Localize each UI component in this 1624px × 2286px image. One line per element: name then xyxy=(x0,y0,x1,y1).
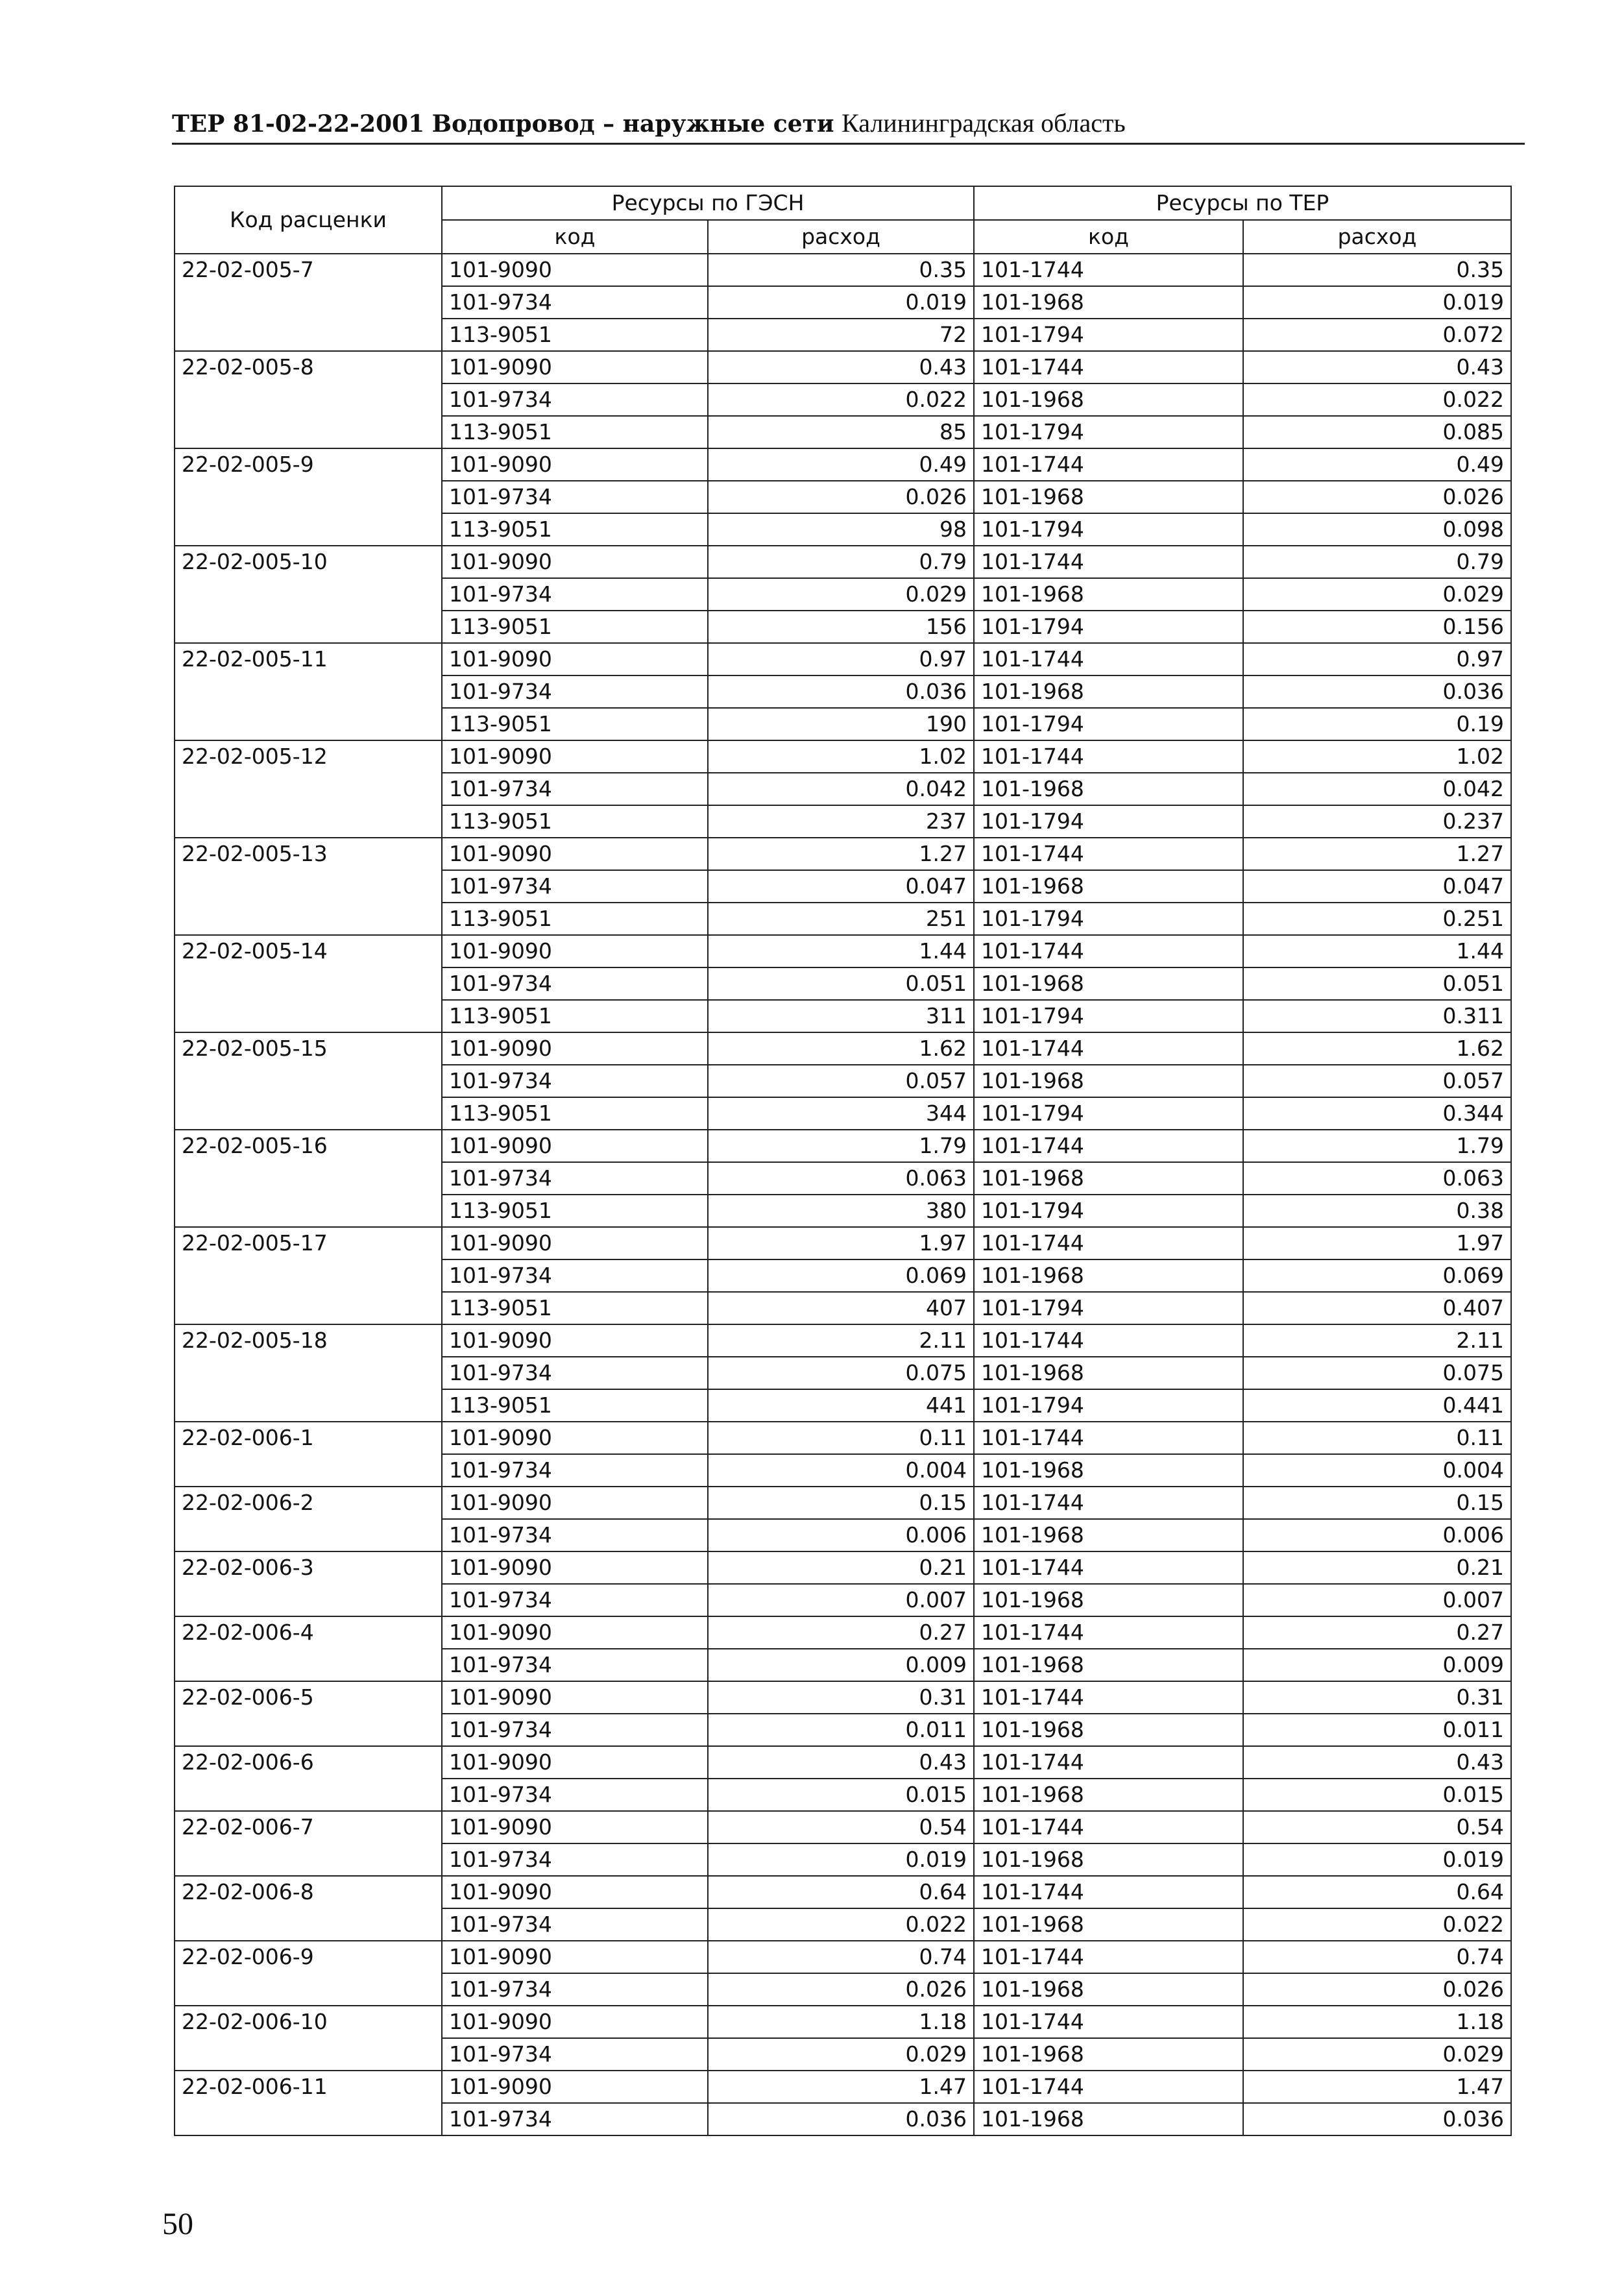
gesn-amount-cell: 0.31 xyxy=(708,1681,974,1714)
gesn-amount-cell: 1.62 xyxy=(708,1032,974,1065)
ter-amount-cell: 1.97 xyxy=(1243,1227,1511,1259)
ter-code-cell: 101-1968 xyxy=(974,1259,1243,1292)
rate-code-cell: 22-02-006-1 xyxy=(175,1422,442,1487)
gesn-amount-cell: 0.022 xyxy=(708,1908,974,1941)
gesn-code-cell: 101-9090 xyxy=(442,1551,708,1584)
gesn-amount-cell: 0.022 xyxy=(708,383,974,416)
table-row xyxy=(175,546,1511,578)
header-code: ТЕР 81-02-22-2001 xyxy=(172,110,425,138)
gesn-amount-cell: 0.069 xyxy=(708,1259,974,1292)
gesn-amount-cell: 0.026 xyxy=(708,1973,974,2006)
gesn-amount-cell: 0.35 xyxy=(708,254,974,286)
ter-code-cell: 101-1744 xyxy=(974,448,1243,481)
ter-amount-cell: 0.54 xyxy=(1243,1811,1511,1843)
ter-amount-cell: 0.029 xyxy=(1243,578,1511,611)
gesn-amount-cell: 0.057 xyxy=(708,1065,974,1097)
gesn-code-cell: 113-9051 xyxy=(442,708,708,740)
gesn-code-cell: 101-9734 xyxy=(442,967,708,1000)
table-row xyxy=(175,2071,1511,2103)
ter-code-cell: 101-1968 xyxy=(974,383,1243,416)
gesn-amount-cell: 0.047 xyxy=(708,870,974,903)
gesn-amount-cell: 1.97 xyxy=(708,1227,974,1259)
gesn-code-cell: 101-9734 xyxy=(442,1973,708,2006)
table-row xyxy=(175,351,1511,383)
gesn-code-cell: 101-9734 xyxy=(442,1843,708,1876)
table-row xyxy=(175,1324,1511,1357)
gesn-amount-cell: 0.006 xyxy=(708,1519,974,1551)
ter-amount-cell: 0.49 xyxy=(1243,448,1511,481)
gesn-amount-cell: 0.54 xyxy=(708,1811,974,1843)
ter-amount-cell: 0.047 xyxy=(1243,870,1511,903)
rate-code-cell: 22-02-005-10 xyxy=(175,546,442,643)
gesn-code-cell: 113-9051 xyxy=(442,416,708,448)
gesn-amount-cell: 237 xyxy=(708,805,974,838)
gesn-code-cell: 101-9734 xyxy=(442,1065,708,1097)
gesn-amount-cell: 251 xyxy=(708,903,974,935)
ter-code-cell: 101-1744 xyxy=(974,1487,1243,1519)
ter-amount-cell: 1.18 xyxy=(1243,2006,1511,2038)
ter-amount-cell: 0.38 xyxy=(1243,1195,1511,1227)
ter-amount-cell: 1.44 xyxy=(1243,935,1511,967)
gesn-amount-cell: 0.063 xyxy=(708,1162,974,1195)
ter-amount-cell: 0.15 xyxy=(1243,1487,1511,1519)
gesn-amount-cell: 0.64 xyxy=(708,1876,974,1908)
ter-code-cell: 101-1968 xyxy=(974,967,1243,1000)
ter-code-cell: 101-1794 xyxy=(974,1389,1243,1422)
ter-amount-cell: 0.042 xyxy=(1243,773,1511,805)
ter-amount-cell: 0.311 xyxy=(1243,1000,1511,1032)
gesn-amount-cell: 0.007 xyxy=(708,1584,974,1616)
ter-amount-cell: 1.02 xyxy=(1243,740,1511,773)
ter-code-cell: 101-1744 xyxy=(974,643,1243,675)
table-row xyxy=(175,1941,1511,1973)
ter-code-cell: 101-1744 xyxy=(974,1616,1243,1649)
ter-amount-cell: 0.015 xyxy=(1243,1779,1511,1811)
ter-amount-cell: 0.069 xyxy=(1243,1259,1511,1292)
rate-code-cell: 22-02-005-14 xyxy=(175,935,442,1032)
ter-amount-cell: 0.072 xyxy=(1243,319,1511,351)
gesn-amount-cell: 98 xyxy=(708,513,974,546)
ter-code-cell: 101-1744 xyxy=(974,1130,1243,1162)
gesn-code-cell: 101-9734 xyxy=(442,383,708,416)
table-row xyxy=(175,838,1511,870)
table-row xyxy=(175,1746,1511,1779)
gesn-amount-cell: 0.97 xyxy=(708,643,974,675)
gesn-amount-cell: 0.004 xyxy=(708,1454,974,1487)
gesn-amount-cell: 1.79 xyxy=(708,1130,974,1162)
ter-code-cell: 101-1968 xyxy=(974,1519,1243,1551)
table-row xyxy=(175,254,1511,286)
rate-code-cell: 22-02-005-18 xyxy=(175,1324,442,1422)
ter-amount-cell: 0.019 xyxy=(1243,286,1511,319)
ter-code-cell: 101-1744 xyxy=(974,546,1243,578)
ter-amount-cell: 0.31 xyxy=(1243,1681,1511,1714)
ter-code-cell: 101-1968 xyxy=(974,286,1243,319)
ter-code-cell: 101-1968 xyxy=(974,1908,1243,1941)
ter-code-cell: 101-1794 xyxy=(974,319,1243,351)
ter-amount-cell: 1.79 xyxy=(1243,1130,1511,1162)
gesn-amount-cell: 1.44 xyxy=(708,935,974,967)
ter-amount-cell: 0.43 xyxy=(1243,1746,1511,1779)
gesn-amount-cell: 2.11 xyxy=(708,1324,974,1357)
gesn-amount-cell: 0.036 xyxy=(708,675,974,708)
gesn-amount-cell: 0.009 xyxy=(708,1649,974,1681)
gesn-amount-cell: 0.026 xyxy=(708,481,974,513)
rate-code-cell: 22-02-005-8 xyxy=(175,351,442,448)
gesn-code-cell: 113-9051 xyxy=(442,513,708,546)
gesn-code-cell: 113-9051 xyxy=(442,319,708,351)
table-row xyxy=(175,1130,1511,1162)
gesn-code-cell: 113-9051 xyxy=(442,1000,708,1032)
gesn-code-cell: 101-9090 xyxy=(442,740,708,773)
ter-code-cell: 101-1794 xyxy=(974,1292,1243,1324)
rate-code-cell: 22-02-005-17 xyxy=(175,1227,442,1324)
ter-amount-cell: 2.11 xyxy=(1243,1324,1511,1357)
gesn-code-cell: 113-9051 xyxy=(442,1195,708,1227)
gesn-amount-cell: 0.79 xyxy=(708,546,974,578)
ter-code-cell: 101-1968 xyxy=(974,481,1243,513)
gesn-code-cell: 101-9734 xyxy=(442,481,708,513)
table-row xyxy=(175,1032,1511,1065)
rate-code-cell: 22-02-005-11 xyxy=(175,643,442,740)
ter-amount-cell: 0.019 xyxy=(1243,1843,1511,1876)
ter-code-cell: 101-1744 xyxy=(974,1422,1243,1454)
gesn-amount-cell: 407 xyxy=(708,1292,974,1324)
ter-code-cell: 101-1968 xyxy=(974,1584,1243,1616)
gesn-code-cell: 113-9051 xyxy=(442,1389,708,1422)
gesn-code-cell: 101-9090 xyxy=(442,1324,708,1357)
gesn-amount-cell: 190 xyxy=(708,708,974,740)
ter-code-cell: 101-1744 xyxy=(974,1324,1243,1357)
gesn-code-cell: 101-9090 xyxy=(442,1876,708,1908)
rate-code-cell: 22-02-006-6 xyxy=(175,1746,442,1811)
gesn-amount-cell: 0.042 xyxy=(708,773,974,805)
ter-amount-cell: 0.011 xyxy=(1243,1714,1511,1746)
ter-amount-cell: 0.156 xyxy=(1243,611,1511,643)
gesn-code-cell: 101-9734 xyxy=(442,1908,708,1941)
ter-code-cell: 101-1968 xyxy=(974,1649,1243,1681)
gesn-code-cell: 101-9734 xyxy=(442,675,708,708)
ter-amount-cell: 0.43 xyxy=(1243,351,1511,383)
ter-code-cell: 101-1968 xyxy=(974,675,1243,708)
ter-code-cell: 101-1794 xyxy=(974,1000,1243,1032)
gesn-code-cell: 101-9090 xyxy=(442,643,708,675)
gesn-amount-cell: 156 xyxy=(708,611,974,643)
rate-code-cell: 22-02-005-9 xyxy=(175,448,442,546)
ter-amount-cell: 0.085 xyxy=(1243,416,1511,448)
ter-code-cell: 101-1968 xyxy=(974,773,1243,805)
gesn-code-cell: 101-9090 xyxy=(442,1616,708,1649)
gesn-code-cell: 101-9734 xyxy=(442,1714,708,1746)
ter-amount-cell: 0.19 xyxy=(1243,708,1511,740)
ter-amount-cell: 0.007 xyxy=(1243,1584,1511,1616)
ter-code-cell: 101-1968 xyxy=(974,578,1243,611)
gesn-code-cell: 101-9090 xyxy=(442,2071,708,2103)
gesn-code-cell: 101-9090 xyxy=(442,351,708,383)
rate-code-cell: 22-02-005-12 xyxy=(175,740,442,838)
ter-amount-cell: 0.74 xyxy=(1243,1941,1511,1973)
table-row xyxy=(175,448,1511,481)
ter-amount-cell: 0.64 xyxy=(1243,1876,1511,1908)
ter-amount-cell: 0.036 xyxy=(1243,2103,1511,2135)
ter-amount-cell: 0.237 xyxy=(1243,805,1511,838)
ter-amount-cell: 0.075 xyxy=(1243,1357,1511,1389)
table-head xyxy=(175,186,1511,254)
gesn-code-cell: 101-9090 xyxy=(442,1746,708,1779)
gesn-code-cell: 101-9090 xyxy=(442,1130,708,1162)
ter-code-cell: 101-1794 xyxy=(974,903,1243,935)
page-header xyxy=(172,109,1525,145)
rate-code-cell: 22-02-006-9 xyxy=(175,1941,442,2006)
ter-code-cell: 101-1968 xyxy=(974,1779,1243,1811)
rate-code-cell: 22-02-006-4 xyxy=(175,1616,442,1681)
gesn-amount-cell: 0.21 xyxy=(708,1551,974,1584)
gesn-amount-cell: 1.27 xyxy=(708,838,974,870)
gesn-code-cell: 101-9090 xyxy=(442,1032,708,1065)
gesn-code-cell: 101-9734 xyxy=(442,1779,708,1811)
ter-code-cell: 101-1794 xyxy=(974,1097,1243,1130)
ter-amount-cell: 0.026 xyxy=(1243,1973,1511,2006)
ter-code-cell: 101-1744 xyxy=(974,1941,1243,1973)
gesn-amount-cell: 72 xyxy=(708,319,974,351)
gesn-code-cell: 101-9090 xyxy=(442,1227,708,1259)
gesn-code-cell: 113-9051 xyxy=(442,805,708,838)
gesn-code-cell: 101-9090 xyxy=(442,546,708,578)
ter-code-cell: 101-1794 xyxy=(974,416,1243,448)
gesn-amount-cell: 0.036 xyxy=(708,2103,974,2135)
table-row xyxy=(175,1487,1511,1519)
gesn-code-cell: 113-9051 xyxy=(442,1292,708,1324)
ter-code-cell: 101-1744 xyxy=(974,1032,1243,1065)
ter-amount-cell: 0.79 xyxy=(1243,546,1511,578)
rate-code-cell: 22-02-006-2 xyxy=(175,1487,442,1551)
ter-amount-cell: 1.62 xyxy=(1243,1032,1511,1065)
gesn-amount-cell: 0.11 xyxy=(708,1422,974,1454)
gesn-amount-cell: 0.43 xyxy=(708,351,974,383)
ter-code-cell: 101-1794 xyxy=(974,611,1243,643)
gesn-code-cell: 101-9090 xyxy=(442,838,708,870)
rate-code-cell: 22-02-006-8 xyxy=(175,1876,442,1941)
ter-code-cell: 101-1794 xyxy=(974,1195,1243,1227)
gesn-amount-cell: 0.015 xyxy=(708,1779,974,1811)
table-row xyxy=(175,1616,1511,1649)
table-row xyxy=(175,935,1511,967)
ter-amount-cell: 0.009 xyxy=(1243,1649,1511,1681)
gesn-amount-cell: 0.27 xyxy=(708,1616,974,1649)
gesn-code-cell: 101-9734 xyxy=(442,2103,708,2135)
gesn-amount-cell: 0.075 xyxy=(708,1357,974,1389)
gesn-code-cell: 101-9734 xyxy=(442,578,708,611)
ter-amount-cell: 1.47 xyxy=(1243,2071,1511,2103)
ter-amount-cell: 0.051 xyxy=(1243,967,1511,1000)
gesn-code-cell: 101-9090 xyxy=(442,254,708,286)
header-region: Калининградская область xyxy=(842,108,1126,138)
ter-code-cell: 101-1744 xyxy=(974,254,1243,286)
ter-code-cell: 101-1744 xyxy=(974,1551,1243,1584)
table-row xyxy=(175,1227,1511,1259)
gesn-code-cell: 101-9734 xyxy=(442,870,708,903)
gesn-code-cell: 101-9090 xyxy=(442,2006,708,2038)
ter-amount-cell: 1.27 xyxy=(1243,838,1511,870)
gesn-code-header: код xyxy=(442,220,708,254)
ter-code-cell: 101-1744 xyxy=(974,1811,1243,1843)
table-row xyxy=(175,2006,1511,2038)
ter-code-cell: 101-1794 xyxy=(974,513,1243,546)
rate-code-cell: 22-02-006-7 xyxy=(175,1811,442,1876)
ter-code-cell: 101-1968 xyxy=(974,2038,1243,2071)
gesn-code-cell: 101-9734 xyxy=(442,1519,708,1551)
gesn-code-cell: 101-9090 xyxy=(442,1681,708,1714)
ter-code-cell: 101-1968 xyxy=(974,1714,1243,1746)
gesn-code-cell: 101-9090 xyxy=(442,1422,708,1454)
ter-amount-cell: 0.022 xyxy=(1243,1908,1511,1941)
gesn-code-cell: 101-9090 xyxy=(442,448,708,481)
page-number: 50 xyxy=(162,2207,193,2241)
ter-amount-cell: 0.022 xyxy=(1243,383,1511,416)
gesn-code-cell: 101-9734 xyxy=(442,1584,708,1616)
ter-amount-cell: 0.098 xyxy=(1243,513,1511,546)
ter-code-cell: 101-1744 xyxy=(974,1227,1243,1259)
rate-code-cell: 22-02-005-15 xyxy=(175,1032,442,1130)
table-row xyxy=(175,1811,1511,1843)
table-row xyxy=(175,1551,1511,1584)
header-title: Водопровод – наружные сети xyxy=(431,110,834,138)
gesn-amount-cell: 1.47 xyxy=(708,2071,974,2103)
ter-code-cell: 101-1968 xyxy=(974,2103,1243,2135)
table-row xyxy=(175,740,1511,773)
gesn-code-cell: 101-9734 xyxy=(442,1162,708,1195)
ter-code-cell: 101-1968 xyxy=(974,1454,1243,1487)
gesn-code-cell: 101-9090 xyxy=(442,935,708,967)
ter-amount-cell: 0.27 xyxy=(1243,1616,1511,1649)
ter-amount-cell: 0.407 xyxy=(1243,1292,1511,1324)
gesn-amount-cell: 1.02 xyxy=(708,740,974,773)
rate-code-cell: 22-02-006-3 xyxy=(175,1551,442,1616)
ter-amount-cell: 0.006 xyxy=(1243,1519,1511,1551)
ter-amount-cell: 0.026 xyxy=(1243,481,1511,513)
resources-table xyxy=(174,186,1512,2136)
gesn-code-cell: 101-9734 xyxy=(442,773,708,805)
gesn-amount-cell: 0.019 xyxy=(708,286,974,319)
ter-code-cell: 101-1968 xyxy=(974,1162,1243,1195)
ter-amount-cell: 0.344 xyxy=(1243,1097,1511,1130)
ter-code-cell: 101-1744 xyxy=(974,1876,1243,1908)
ter-code-cell: 101-1744 xyxy=(974,351,1243,383)
ter-code-cell: 101-1744 xyxy=(974,1746,1243,1779)
ter-code-cell: 101-1744 xyxy=(974,1681,1243,1714)
gesn-code-cell: 101-9734 xyxy=(442,1454,708,1487)
gesn-amount-cell: 85 xyxy=(708,416,974,448)
gesn-amount-cell: 0.029 xyxy=(708,2038,974,2071)
ter-amount-cell: 0.251 xyxy=(1243,903,1511,935)
ter-code-cell: 101-1744 xyxy=(974,2006,1243,2038)
rate-code-cell: 22-02-005-7 xyxy=(175,254,442,351)
gesn-amount-cell: 380 xyxy=(708,1195,974,1227)
table-row xyxy=(175,1876,1511,1908)
rate-code-cell: 22-02-005-13 xyxy=(175,838,442,935)
ter-amount-cell: 0.97 xyxy=(1243,643,1511,675)
gesn-code-cell: 101-9734 xyxy=(442,2038,708,2071)
gesn-amount-header: расход xyxy=(708,220,974,254)
table-row xyxy=(175,1681,1511,1714)
ter-amount-cell: 0.063 xyxy=(1243,1162,1511,1195)
gesn-code-cell: 101-9734 xyxy=(442,1259,708,1292)
ter-code-cell: 101-1968 xyxy=(974,1973,1243,2006)
ter-code-cell: 101-1968 xyxy=(974,1357,1243,1389)
gesn-amount-cell: 0.019 xyxy=(708,1843,974,1876)
ter-code-cell: 101-1794 xyxy=(974,805,1243,838)
ter-amount-header: расход xyxy=(1243,220,1511,254)
table-row xyxy=(175,1422,1511,1454)
gesn-code-cell: 101-9734 xyxy=(442,286,708,319)
gesn-code-cell: 101-9090 xyxy=(442,1941,708,1973)
gesn-amount-cell: 0.49 xyxy=(708,448,974,481)
gesn-amount-cell: 0.051 xyxy=(708,967,974,1000)
ter-amount-cell: 0.029 xyxy=(1243,2038,1511,2071)
rate-code-cell: 22-02-006-5 xyxy=(175,1681,442,1746)
ter-amount-cell: 0.036 xyxy=(1243,675,1511,708)
gesn-code-cell: 113-9051 xyxy=(442,903,708,935)
table-body xyxy=(175,254,1511,2135)
ter-amount-cell: 0.35 xyxy=(1243,254,1511,286)
gesn-amount-cell: 0.15 xyxy=(708,1487,974,1519)
group-ter: Ресурсы по ТЕР xyxy=(974,186,1511,220)
ter-code-cell: 101-1744 xyxy=(974,838,1243,870)
ter-code-cell: 101-1744 xyxy=(974,2071,1243,2103)
rate-code-cell: 22-02-006-11 xyxy=(175,2071,442,2135)
ter-code-cell: 101-1744 xyxy=(974,935,1243,967)
gesn-code-cell: 113-9051 xyxy=(442,1097,708,1130)
ter-code-cell: 101-1968 xyxy=(974,1065,1243,1097)
ter-code-cell: 101-1794 xyxy=(974,708,1243,740)
ter-amount-cell: 0.21 xyxy=(1243,1551,1511,1584)
gesn-amount-cell: 0.74 xyxy=(708,1941,974,1973)
ter-code-cell: 101-1968 xyxy=(974,870,1243,903)
ter-amount-cell: 0.004 xyxy=(1243,1454,1511,1487)
gesn-code-cell: 101-9734 xyxy=(442,1357,708,1389)
table-row xyxy=(175,643,1511,675)
gesn-amount-cell: 0.029 xyxy=(708,578,974,611)
col-rate-code: Код расценки xyxy=(175,186,442,254)
gesn-code-cell: 101-9734 xyxy=(442,1649,708,1681)
rate-code-cell: 22-02-006-10 xyxy=(175,2006,442,2071)
ter-code-cell: 101-1744 xyxy=(974,740,1243,773)
ter-code-header: код xyxy=(974,220,1243,254)
rate-code-cell: 22-02-005-16 xyxy=(175,1130,442,1227)
ter-amount-cell: 0.057 xyxy=(1243,1065,1511,1097)
ter-code-cell: 101-1968 xyxy=(974,1843,1243,1876)
gesn-code-cell: 101-9090 xyxy=(442,1487,708,1519)
gesn-amount-cell: 0.43 xyxy=(708,1746,974,1779)
gesn-amount-cell: 344 xyxy=(708,1097,974,1130)
gesn-amount-cell: 311 xyxy=(708,1000,974,1032)
gesn-amount-cell: 1.18 xyxy=(708,2006,974,2038)
group-gesn: Ресурсы по ГЭСН xyxy=(442,186,974,220)
gesn-amount-cell: 0.011 xyxy=(708,1714,974,1746)
ter-amount-cell: 0.441 xyxy=(1243,1389,1511,1422)
gesn-code-cell: 101-9090 xyxy=(442,1811,708,1843)
gesn-amount-cell: 441 xyxy=(708,1389,974,1422)
ter-amount-cell: 0.11 xyxy=(1243,1422,1511,1454)
gesn-code-cell: 113-9051 xyxy=(442,611,708,643)
